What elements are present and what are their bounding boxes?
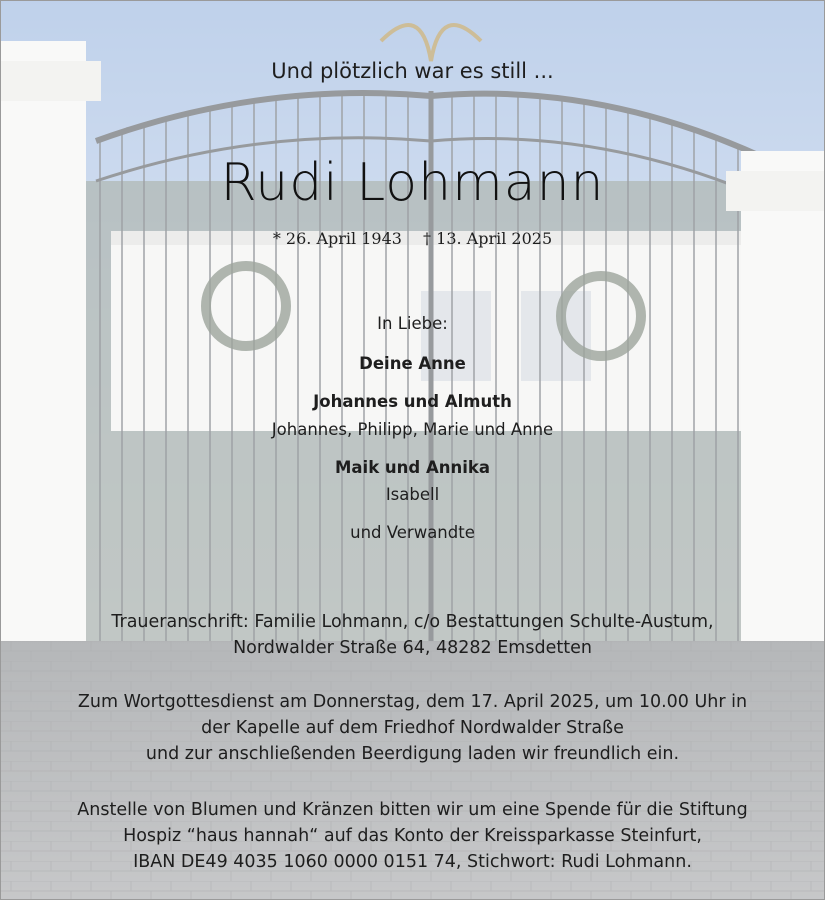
service-line: der Kapelle auf dem Friedhof Nordwalder Straße [201,718,624,738]
mourner-family-2: Maik und Annika [334,458,490,477]
deceased-name: Rudi Lohmann [220,153,605,213]
death-date: † 13. April 2025 [423,229,553,248]
address-line: Traueranschrift: Familie Lohmann, c/o Bestattungen Schulte-Austum, [111,612,714,632]
mourning-address [1,609,824,661]
mourner-family-1: Johannes und Almuth [313,392,512,411]
life-dates [1,229,824,248]
service-line: Zum Wortgottesdienst am Donnerstag, dem 17. April 2025, um 10.00 Uhr in [77,692,748,712]
mourners-intro: In Liebe: [377,314,448,333]
mourner-relatives: und Verwandte [350,523,475,542]
intro-line: Und plötzlich war es still ... [271,59,554,83]
mourner-family-1-children: Johannes, Philipp, Marie und Anne [271,420,554,439]
funeral-service-text [1,689,824,767]
birth-date: * 26. April 1943 [272,229,402,248]
mourner-family-2-children: Isabell [385,485,440,504]
donation-line: Hospiz “haus hannah“ auf das Konto der Kreissparkasse Steinfurt, [123,826,702,846]
donation-line: IBAN DE49 4035 1060 0000 0151 74, Stichwort: Rudi Lohmann. [133,852,692,872]
donation-request [1,797,824,875]
mourner-spouse: Deine Anne [359,354,466,373]
address-line: Nordwalder Straße 64, 48282 Emsdetten [233,638,592,658]
service-line: und zur anschließenden Beerdigung laden wir freundlich ein. [145,744,680,764]
donation-line: Anstelle von Blumen und Kränzen bitten wir um eine Spende für die Stiftung [77,800,748,820]
